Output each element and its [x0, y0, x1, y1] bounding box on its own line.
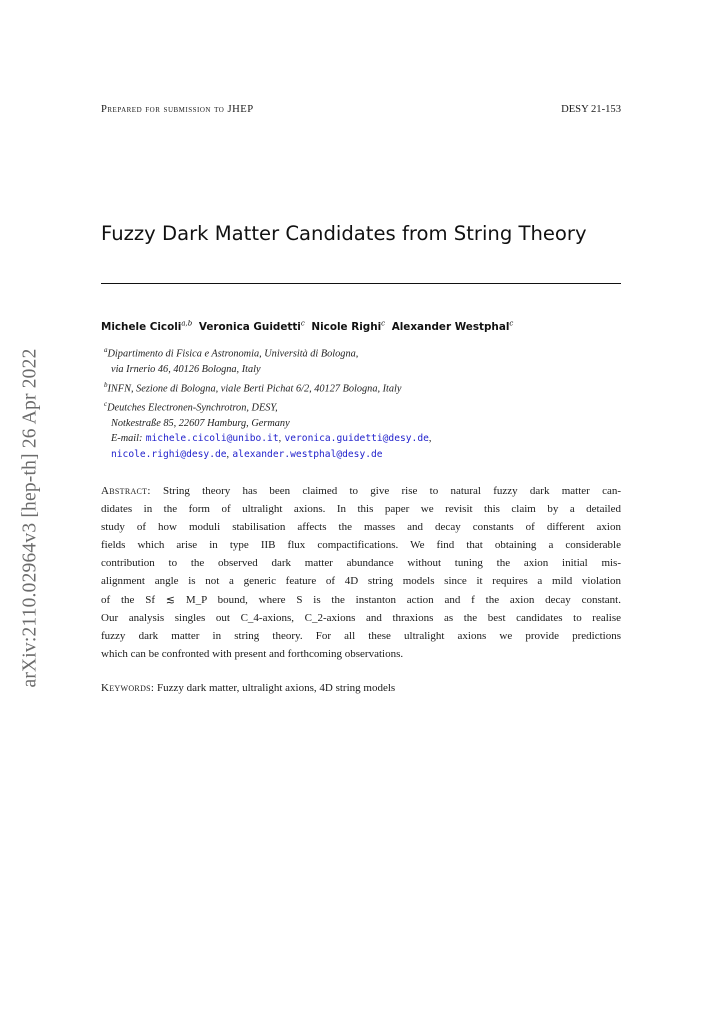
affiliation-a-address: via Irnerio 46, 40126 Bologna, Italy	[111, 364, 261, 376]
email-link-righi[interactable]: nicole.righi@desy.de	[111, 448, 227, 460]
affil-mark: c	[104, 399, 108, 408]
abstract-line: fuzzy dark matter in string theory. For all these ultralight axions we provide predictions	[101, 629, 621, 642]
author-affil-mark: c	[381, 320, 386, 328]
author-westphal	[392, 321, 514, 333]
report-number: DESY 21-153	[561, 104, 621, 115]
author-name: Nicole Righi	[311, 321, 382, 334]
email-line-2: nicole.righi@desy.de, alexander.westphal@desy.de	[111, 448, 383, 460]
author-name: Veronica Guidetti	[198, 321, 301, 334]
page-header	[101, 104, 621, 115]
abstract-line: didates in the form of ultralight axions. In this paper we revisit this claim by a detailed	[101, 503, 621, 516]
email-block	[111, 431, 631, 462]
author-name: Michele Cicoli	[101, 321, 182, 334]
author-name: Alexander Westphal	[391, 321, 510, 334]
submission-note: Prepared for submission to JHEP	[101, 104, 254, 115]
abstract-label: Abstract:	[101, 485, 151, 497]
abstract-line: contribution to the observed dark matter abundance without tuning the axion initial mis-	[101, 557, 621, 570]
email-link-guidetti[interactable]: veronica.guidetti@desy.de	[284, 433, 429, 444]
abstract-line: Abstract: String theory has been claimed to give rise to natural fuzzy dark matter can-	[101, 485, 622, 497]
email-label: E-mail:	[111, 433, 143, 444]
paper-title: Fuzzy Dark Matter Candidates from String Theory	[101, 222, 587, 245]
keywords	[101, 682, 621, 694]
affiliation-b	[104, 378, 624, 397]
keywords-label: Keywords:	[101, 682, 155, 694]
author-cicoli	[101, 321, 192, 333]
author-list	[101, 320, 621, 333]
abstract-line: Our analysis singles out C_4-axions, C_2-axions and thraxions as the best candidates to realise	[101, 611, 621, 624]
author-guidetti	[199, 321, 305, 333]
affiliations	[104, 343, 624, 431]
affil-text: Deutches Electronen-Synchrotron, DESY,	[107, 402, 278, 414]
affil-mark: a	[104, 346, 108, 354]
author-affil-mark: c	[300, 320, 305, 328]
author-righi	[311, 321, 385, 333]
affiliation-c	[104, 397, 624, 416]
affil-text: Dipartimento di Fisica e Astronomia, Università di Bologna,	[107, 348, 359, 360]
email-link-cicoli[interactable]: michele.cicoli@unibo.it	[145, 433, 279, 444]
author-affil-mark: c	[509, 320, 514, 328]
abstract-line: which can be confronted with present and forthcoming observations.	[101, 647, 404, 660]
arxiv-identifier-text: arXiv:2110.02964v3 [hep-th] 26 Apr 2022	[20, 348, 42, 688]
email-link-westphal[interactable]: alexander.westphal@desy.de	[232, 448, 383, 460]
abstract-line: of the Sf ≲ M_P bound, where S is the instanton action and f the axion decay constant.	[101, 593, 621, 606]
abstract	[101, 482, 621, 663]
affil-mark: b	[104, 380, 108, 389]
affiliation-c-address: Notkestraße 85, 22607 Hamburg, Germany	[111, 417, 290, 429]
keywords-text: Fuzzy dark matter, ultralight axions, 4D string models	[157, 682, 396, 694]
abstract-line: study of how moduli stabilisation affects the masses and decay constants of different axion	[101, 521, 621, 534]
affil-text: INFN, Sezione di Bologna, viale Berti Pichat 6/2, 40127 Bologna, Italy	[107, 383, 402, 395]
abstract-line: alignment angle is not a generic feature of 4D string models since it requires a mild violation	[101, 575, 621, 588]
author-affil-mark: a,b	[181, 320, 193, 328]
email-line-1: E-mail: michele.cicoli@unibo.it, veronica.guidetti@desy.de,	[111, 433, 432, 444]
arxiv-identifier-stamp	[18, 318, 44, 718]
affiliation-a	[104, 343, 624, 362]
title-rule	[101, 283, 621, 284]
abstract-line: fields which arise in type IIB flux compactifications. We find that obtaining a considerable	[101, 539, 621, 552]
